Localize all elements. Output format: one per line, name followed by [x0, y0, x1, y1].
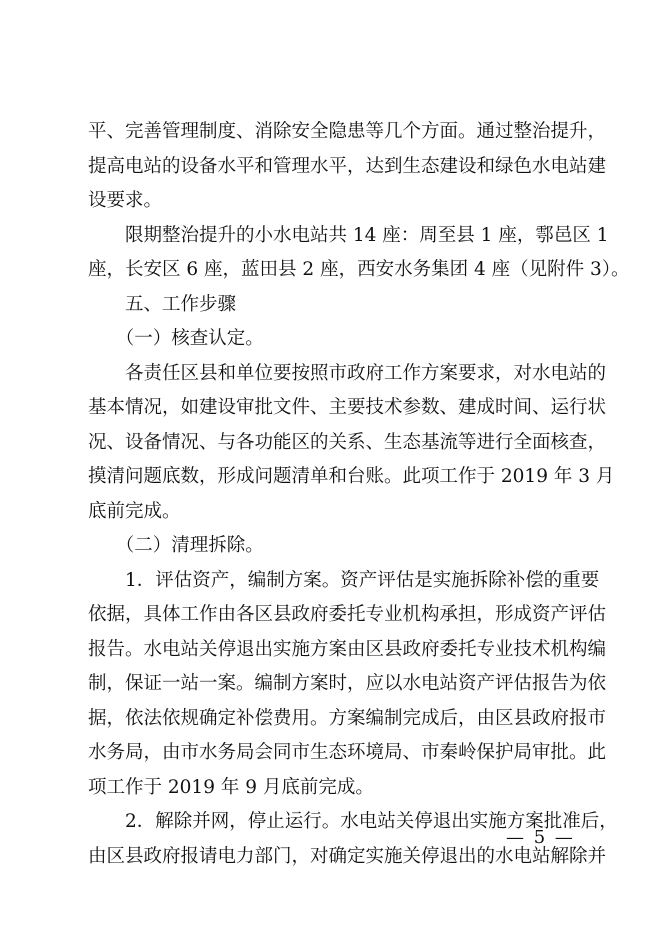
subsection-heading: （一）核查认定。	[88, 328, 264, 349]
body-text-line: 2．解除并网，停止运行。水电站关停退出实施方案批准后，	[88, 811, 618, 832]
subsection-heading: （二）清理拆除。	[88, 535, 264, 556]
body-text-line: 制，保证一站一案。编制方案时，应以水电站资产评估报告为依	[88, 673, 607, 694]
body-text-line: 依据，具体工作由各区县政府委托专业机构承担，形成资产评估	[88, 604, 607, 625]
body-text-line: 摸清问题底数，形成问题清单和台账。此项工作于 2019 年 3 月	[88, 466, 615, 487]
body-text-line: 平、完善管理制度、消除安全隐患等几个方面。通过整治提升，	[88, 121, 607, 142]
body-text-line: 设要求。	[88, 190, 163, 211]
section-heading: 五、工作步骤	[88, 294, 237, 315]
body-text-line: 由区县政府报请电力部门，对确定实施关停退出的水电站解除并	[88, 846, 607, 867]
body-text-line: 提高电站的设备水平和管理水平，达到生态建设和绿色水电站建	[88, 156, 607, 177]
body-text-line: 报告。水电站关停退出实施方案由区县政府委托专业技术机构编	[88, 639, 607, 660]
body-text-line: 水务局，由市水务局会同市生态环境局、市秦岭保护局审批。此	[88, 742, 607, 763]
body-text-line: 座，长安区 6 座，蓝田县 2 座，西安水务集团 4 座（见附件 3）。	[88, 259, 630, 280]
body-text-line: 基本情况，如建设审批文件、主要技术参数、建成时间、运行状	[88, 397, 607, 418]
body-text-line: 1．评估资产，编制方案。资产评估是实施拆除补偿的重要	[88, 570, 600, 591]
body-text-line: 各责任区县和单位要按照市政府工作方案要求，对水电站的	[88, 363, 607, 384]
body-text-line: 况、设备情况、与各功能区的关系、生态基流等进行全面核查，	[88, 432, 607, 453]
body-text-line: 据，依法依规确定补偿费用。方案编制完成后，由区县政府报市	[88, 708, 607, 729]
page-number: — 5 —	[506, 827, 575, 848]
body-text-line: 项工作于 2019 年 9 月底前完成。	[88, 777, 374, 798]
body-text-line: 限期整治提升的小水电站共 14 座：周至县 1 座，鄠邑区 1	[88, 225, 609, 246]
body-text-line: 底前完成。	[88, 501, 181, 522]
